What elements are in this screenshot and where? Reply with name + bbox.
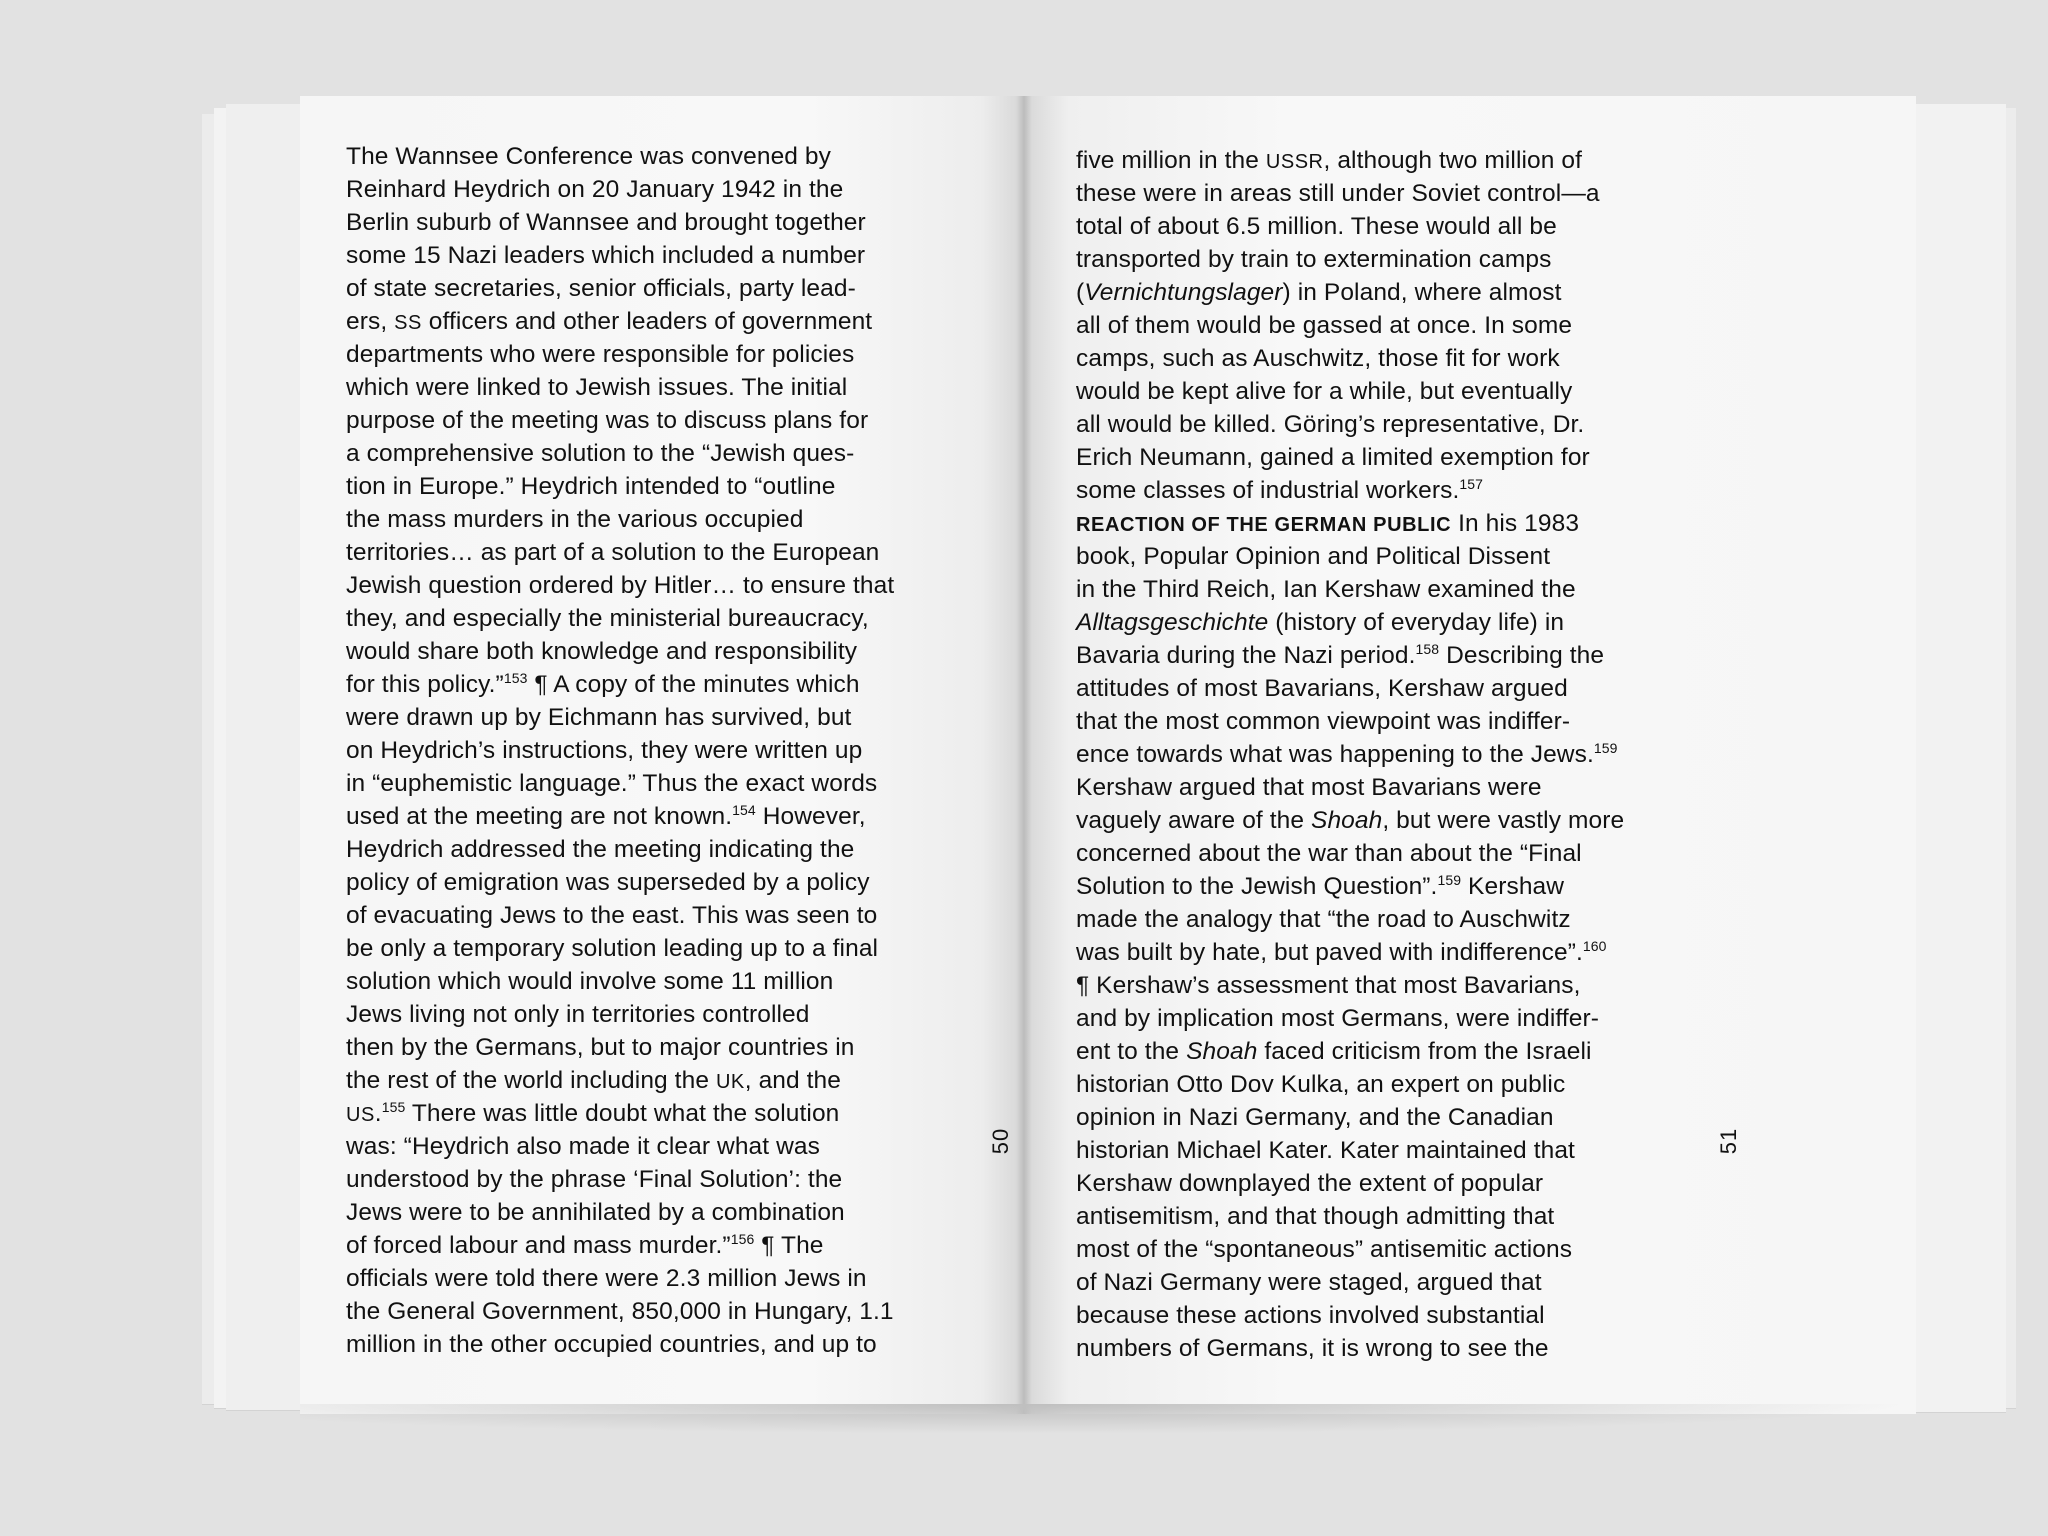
text-line: some classes of industrial workers.$^{157}$ <box>1076 476 1484 504</box>
text-line: concerned about the war than about the “Final <box>1076 840 1582 867</box>
text-line: US.$^{155}$ There was little doubt what the solution <box>346 1099 840 1127</box>
text-line: of forced labour and mass murder.”$^{156}$ ¶ The <box>346 1231 824 1259</box>
page-number: 50 <box>988 1127 1014 1155</box>
text-line: then by the Germans, but to major countries in <box>346 1034 855 1061</box>
page-edge-right <box>1910 104 2006 1412</box>
text-line: which were linked to Jewish issues. The initial <box>346 374 848 401</box>
text-line: of Nazi Germany were staged, argued that <box>1076 1269 1542 1296</box>
text-line: in the Third Reich, Ian Kershaw examined the <box>1076 576 1576 603</box>
text-line: territories… as part of a solution to the European <box>346 539 880 566</box>
text-line: Jewish question ordered by Hitler… to ensure that <box>346 572 895 599</box>
text-line: Alltagsgeschichte (history of everyday life) in <box>1076 609 1565 636</box>
text-line: ence towards what was happening to the Jews.$^{159}$ <box>1076 740 1618 768</box>
text-line: was: “Heydrich also made it clear what was <box>346 1133 820 1160</box>
text-line: all would be killed. Göring’s representative, Dr. <box>1076 411 1585 438</box>
text-line: tion in Europe.” Heydrich intended to “outline <box>346 473 836 500</box>
text-line: five million in the USSR, although two million of <box>1076 147 1583 174</box>
text-line: some 15 Nazi leaders which included a number <box>346 242 866 269</box>
text-line: for this policy.”$^{153}$ ¶ A copy of the minutes which <box>346 670 860 698</box>
text-line: be only a temporary solution leading up to a final <box>346 935 879 962</box>
text-line: The Wannsee Conference was convened by <box>346 143 832 170</box>
text-line: the rest of the world including the UK, and the <box>346 1067 842 1094</box>
text-line: that the most common viewpoint was indiffer- <box>1076 708 1571 735</box>
text-line: departments who were responsible for policies <box>346 341 855 368</box>
text-line: Bavaria during the Nazi period.$^{158}$ Describing the <box>1076 641 1605 669</box>
text-line: would be kept alive for a while, but eventually <box>1076 378 1573 405</box>
text-line: of state secretaries, senior officials, party lead- <box>346 275 856 302</box>
text-line: million in the other occupied countries, and up to <box>346 1331 877 1358</box>
text-line: in “euphemistic language.” Thus the exact words <box>346 770 878 797</box>
text-line: solution which would involve some 11 million <box>346 968 834 995</box>
page-shadow <box>300 1404 1916 1434</box>
text-line: camps, such as Auschwitz, those fit for work <box>1076 345 1560 372</box>
text-line: Kershaw downplayed the extent of popular <box>1076 1170 1544 1197</box>
book-gutter <box>1016 96 1032 1414</box>
page-number: 51 <box>1716 1127 1742 1155</box>
text-line: ¶ Kershaw’s assessment that most Bavarians, <box>1076 972 1581 999</box>
text-line: a comprehensive solution to the “Jewish ques- <box>346 440 855 467</box>
text-line: transported by train to extermination camps <box>1076 246 1552 273</box>
text-line: were drawn up by Eichmann has survived, but <box>346 704 852 731</box>
left-page-body <box>346 140 894 1361</box>
text-line: Reinhard Heydrich on 20 January 1942 in the <box>346 176 844 203</box>
text-line: these were in areas still under Soviet control—a <box>1076 180 1600 207</box>
text-line: attitudes of most Bavarians, Kershaw argued <box>1076 675 1568 702</box>
text-line: made the analogy that “the road to Auschwitz <box>1076 906 1571 933</box>
text-line: all of them would be gassed at once. In some <box>1076 312 1573 339</box>
text-line: ent to the Shoah faced criticism from the Israeli <box>1076 1038 1592 1065</box>
text-line: total of about 6.5 million. These would all be <box>1076 213 1557 240</box>
text-line: the General Government, 850,000 in Hungary, 1.1 <box>346 1298 894 1325</box>
text-line: would share both knowledge and responsibility <box>346 638 858 665</box>
section-heading-line: REACTION OF THE GERMAN PUBLIC In his 1983 <box>1076 510 1580 537</box>
text-line: the mass murders in the various occupied <box>346 506 804 533</box>
section-heading: REACTION OF THE GERMAN PUBLIC <box>1076 514 1452 536</box>
text-line: historian Otto Dov Kulka, an expert on public <box>1076 1071 1566 1098</box>
text-line: Solution to the Jewish Question”.$^{159}$ Kershaw <box>1076 872 1565 900</box>
text-line: they, and especially the ministerial bureaucracy, <box>346 605 869 632</box>
text-line: and by implication most Germans, were indiffer- <box>1076 1005 1600 1032</box>
text-line: of evacuating Jews to the east. This was seen to <box>346 902 878 929</box>
text-line: Jews were to be annihilated by a combination <box>346 1199 845 1226</box>
text-line: numbers of Germans, it is wrong to see the <box>1076 1335 1549 1362</box>
text-line: most of the “spontaneous” antisemitic actions <box>1076 1236 1573 1263</box>
text-line: antisemitism, and that though admitting that <box>1076 1203 1555 1230</box>
text-line: opinion in Nazi Germany, and the Canadian <box>1076 1104 1554 1131</box>
text-line: Erich Neumann, gained a limited exemption for <box>1076 444 1590 471</box>
text-line: Berlin suburb of Wannsee and brought together <box>346 209 866 236</box>
text-line: (Vernichtungslager) in Poland, where almost <box>1076 279 1562 306</box>
text-line: Heydrich addressed the meeting indicating the <box>346 836 855 863</box>
text-line: ers, SS officers and other leaders of government <box>346 308 873 335</box>
text-line: historian Michael Kater. Kater maintained that <box>1076 1137 1575 1164</box>
text-line: book, Popular Opinion and Political Dissent <box>1076 543 1551 570</box>
text-line: used at the meeting are not known.$^{154}$ However, <box>346 802 866 830</box>
text-line: purpose of the meeting was to discuss plans for <box>346 407 869 434</box>
text-line: because these actions involved substantial <box>1076 1302 1545 1329</box>
text-line: was built by hate, but paved with indifference”.$^{160}$ <box>1076 938 1607 966</box>
text-line: officials were told there were 2.3 million Jews in <box>346 1265 867 1292</box>
text-line: policy of emigration was superseded by a policy <box>346 869 870 896</box>
text-line: Kershaw argued that most Bavarians were <box>1076 774 1542 801</box>
text-line: Jews living not only in territories controlled <box>346 1001 810 1028</box>
text-line: on Heydrich’s instructions, they were written up <box>346 737 863 764</box>
text-line: understood by the phrase ‘Final Solution’: the <box>346 1166 843 1193</box>
text-line: vaguely aware of the Shoah, but were vastly more <box>1076 807 1625 834</box>
right-page-body <box>1076 144 1624 1365</box>
